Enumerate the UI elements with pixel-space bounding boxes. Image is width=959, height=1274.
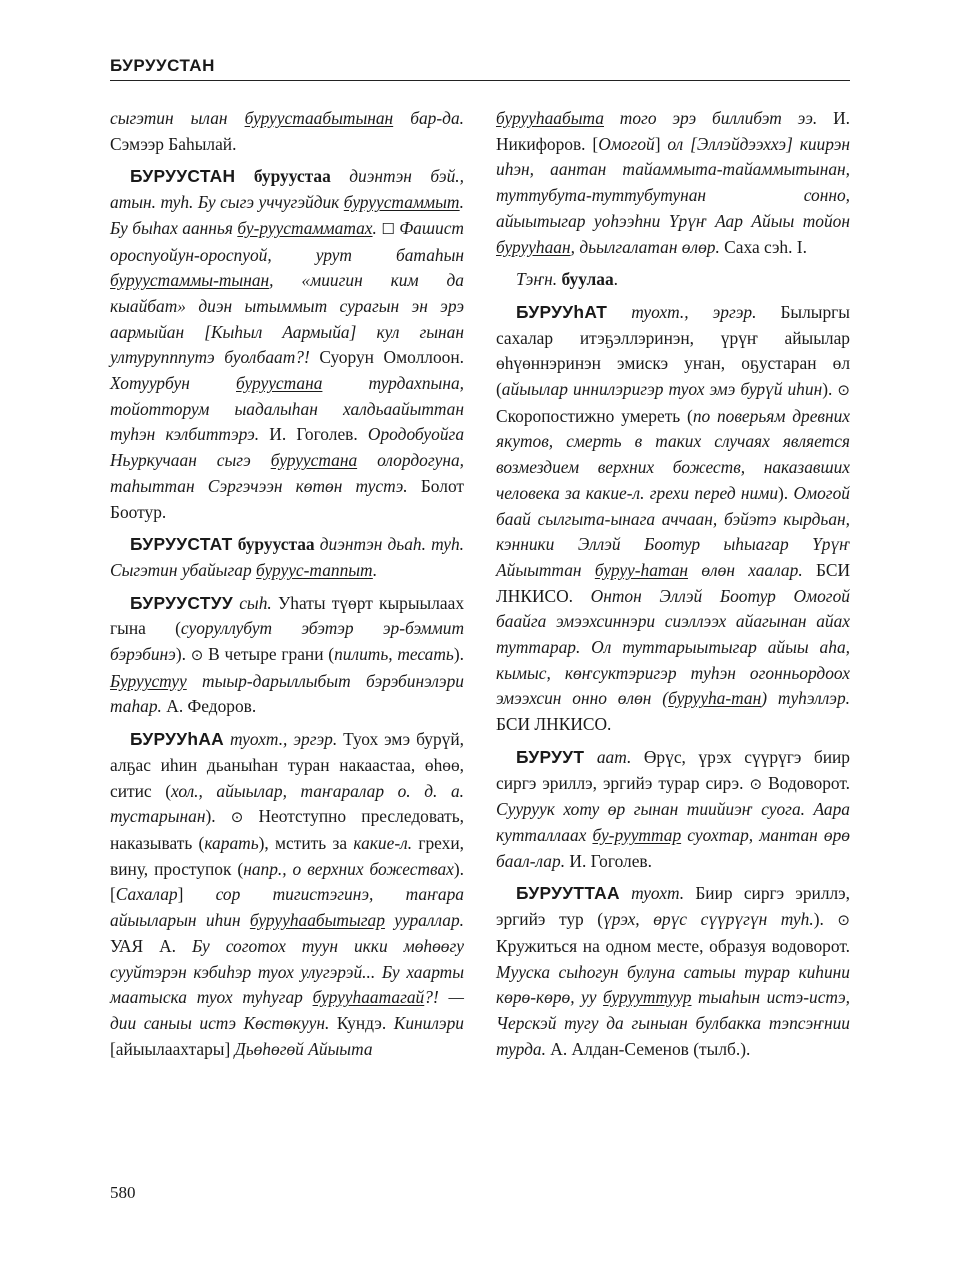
headword: БУРУУhАА <box>130 729 225 750</box>
italic-text: Сахалар <box>115 884 178 905</box>
example-word: бу-рууттар <box>592 824 682 845</box>
italic-text: ] киирэн иhэн, аантан тайаммыта-тайаммытынан, туттубута-туттубутунан сонно, айыытыгар уоhээhни Үрүҥ Аар Айыы тойон <box>496 133 850 231</box>
text-run: И. Гоголев. <box>259 424 368 445</box>
italic-text: . <box>372 559 378 580</box>
text-run: ). <box>813 909 838 930</box>
example-word: бурууhаабытыгар <box>249 910 385 931</box>
text-run: ). <box>822 379 838 400</box>
square-icon: ☐ <box>381 219 395 238</box>
italic-text: сыгэтин ылан <box>110 108 245 128</box>
dictionary-entry <box>110 727 464 1062</box>
text-run: А. Алдан-Семенов (тылб.). <box>545 1038 751 1059</box>
text-run: . <box>613 269 618 290</box>
headword: БУРУУТТАА <box>516 883 620 904</box>
italic-text: пилить, тесать <box>334 644 454 665</box>
headword: БУРУУСТУУ <box>130 592 233 613</box>
italic-text: турдахпына, тойотторум ыадалыhан халдьаайыттан тyhэн кэлбиттэрэ. <box>110 373 464 445</box>
example-word: бу-руустамматах <box>237 217 373 238</box>
example-word: буруустаммы-тынан <box>110 270 270 291</box>
headword: БУРУУСТАТ <box>130 534 233 555</box>
example-word: буруу-hатан <box>594 559 689 580</box>
dictionary-entry <box>110 591 464 721</box>
italic-text: суоруллубут эбэтэр эр-бэммит бэрэбинэ <box>110 618 465 665</box>
circle-dot-icon: ⊙ <box>190 646 204 665</box>
italic-text: туохт., эргэр. <box>607 301 757 322</box>
italic-text: диэнтэн дьаh. туh. Сыгэтин убайыгар <box>110 534 464 580</box>
italic-text: аат. <box>584 746 632 767</box>
italic-text: ол [ <box>667 133 697 154</box>
italic-text: Кыhыл Аармыйа <box>210 321 350 342</box>
text-run <box>235 166 254 186</box>
circle-dot-icon: ⊙ <box>837 381 850 400</box>
text-run: ), мстить за <box>258 832 354 853</box>
headword: БУРУУТ <box>516 746 585 767</box>
text-run: Суорун Омоллоон. <box>309 347 464 368</box>
text-run: грехи, вину, проступок ( <box>110 832 465 879</box>
text-run: БСИ ЛНКИСО. <box>496 714 612 735</box>
example-word: буруустана <box>236 373 323 394</box>
headword: БУРУУhАТ <box>516 301 608 322</box>
circle-dot-icon: ⊙ <box>230 808 244 827</box>
text-run: ). <box>205 806 231 827</box>
italic-text: тыыр-дарыллыбыт бэрэбинэлэри таhар. <box>110 670 464 717</box>
example-word: буруустана <box>270 450 358 471</box>
reference-word: буруустаа <box>253 166 331 187</box>
italic-text: туохт., эргэр. <box>224 729 338 750</box>
dictionary-entry <box>110 164 464 525</box>
example-word: буруустаабытынан <box>244 108 394 128</box>
right-column <box>496 106 850 1069</box>
dictionary-entry <box>496 300 850 738</box>
dictionary-entry <box>110 532 464 583</box>
example-word: бурууhа-тан <box>668 688 762 709</box>
italic-text: Ородобуойга Ньуркучаан сыгэ <box>110 424 465 471</box>
italic-text: по поверьям древних якутов, смерть в таких случаях является возмездием верхних божеств, наказавших человека за какие-л. грехи перед ними <box>496 405 851 503</box>
text-run: ] <box>177 884 216 905</box>
text-run: А. Федоров. <box>161 696 257 717</box>
example-word: бурууhаабыта <box>496 108 604 128</box>
text-run: Скоропостижно умереть ( <box>496 405 693 426</box>
italic-text: айыылар иннилэригэр туох эмэ бурүй иhин <box>501 379 823 400</box>
entry-continuation <box>496 267 850 293</box>
italic-text: Бу соготох туун икки мөhөөгу сууйтэрэн кэбиhэр туох улугэрэй... Бу хаарты маатыска туох туhугар <box>110 935 464 1008</box>
text-run: Неотступно преследовать, наказывать ( <box>110 806 464 853</box>
italic-text: , «миигин ким да кыайбат» диэн ытыммыт сурагын эн эрэ аармыйан [ <box>110 270 464 342</box>
italic-text: Онтон Эллэй Боотур Омогой баайга эмээхсиннэри сиэллээх айагынан айах туттарар. Ол туттарыытыгар айыы аhа, кымыс, көҥсуктэригэр тyhэн огонньордоох эмээхсин онно өлөн ( <box>496 585 850 709</box>
dictionary-entry <box>496 881 850 1062</box>
reference-word: буулаа <box>561 269 614 290</box>
text-run: УАЯ А. <box>110 935 193 956</box>
text-run: И. Гоголев. <box>565 850 652 871</box>
italic-text: өлөн хаалар. <box>688 559 803 580</box>
circle-dot-icon: ⊙ <box>837 911 850 930</box>
italic-text: Эллэйдээххэ <box>696 133 787 154</box>
example-word: бурууhаатагай <box>312 987 425 1008</box>
headword: БУРУУСТАН <box>130 166 236 187</box>
italic-text: туохт. <box>619 883 685 904</box>
text-run: БСИ ЛНКИСО. <box>496 559 851 606</box>
example-word: бурууhаан <box>496 236 571 257</box>
example-word: бурууттуур <box>602 987 692 1008</box>
running-head: БУРУУСТАН <box>110 56 215 75</box>
page-number: 580 <box>110 1183 136 1202</box>
italic-text: Тэҥн. <box>516 269 558 290</box>
text-run: ). <box>175 644 191 665</box>
italic-text: Сууруук хоту өр гынан тиийиэҥ суога. Аара кутталлаах <box>496 799 850 845</box>
example-word: Буруустуу <box>110 670 187 691</box>
text-run: ). <box>778 482 794 503</box>
entry-continuation <box>110 106 464 157</box>
italic-text: Омогой баай сылгыта-ынага аччаан, бэйэтэ кырдьан, кэнники Эллэй Боотур ыhыагар Үрүҥ Айыыттан <box>496 482 850 580</box>
header-rule <box>110 80 850 81</box>
italic-text: напр., о верхних божествах <box>243 858 454 879</box>
italic-text: хол., айыылар, таҥаралар о. д. а. тустарынан <box>110 780 464 827</box>
italic-text: тогo эрэ биллибэт ээ. <box>604 108 818 128</box>
circle-dot-icon: ⊙ <box>749 774 763 793</box>
reference-word: буруустаа <box>237 534 315 555</box>
italic-text: карать <box>204 832 259 853</box>
italic-text: да. <box>442 108 464 128</box>
italic-text: диэнтэн бэй., атын. туh. Бу сыгэ уччугэйдик <box>110 166 464 213</box>
text-run: Кундэ. <box>329 1012 394 1033</box>
text-run: [айыылаахтары] <box>110 1038 235 1059</box>
italic-text: Омогой <box>598 133 655 154</box>
text-run: Сэмээр Баhылай. <box>110 133 237 154</box>
italic-text: . Бу быhах ааннья <box>110 192 464 238</box>
italic-text: олордогуна, таhыттан Сэргэчээн көтөн тустэ. <box>110 450 464 496</box>
italic-text: ?! — дии саныы истэ Көстөкуун. <box>110 987 464 1033</box>
example-word: буруус-таппыт <box>256 559 373 580</box>
italic-text: какие-л. <box>353 832 413 853</box>
italic-text: тыаhын истэ-истэ, Черскэй тугу да гыныан булбакка тэпсэҥнии турда. <box>496 987 850 1059</box>
text-run: Водоворот. <box>762 772 850 793</box>
italic-text: уураллар. <box>384 910 464 931</box>
italic-text: ) тyhэллэр. <box>761 688 850 709</box>
italic-text: ] кул гынан ултурупппутэ буолбаат?! <box>110 321 464 368</box>
italic-text: бар- <box>393 108 443 128</box>
text-run: Былыргы сахалар итэҕэллэринэн, үрүҥ айыылар өhүөннэринэн эмискэ уҥан, оҕустаран өл ( <box>496 301 850 400</box>
text-run: ). [ <box>110 858 464 905</box>
italic-text: сор тигистэгинэ, таҥара айыыларын иhин <box>110 884 464 931</box>
italic-text: суохтар, мантан өрө баал-лар. <box>496 824 850 871</box>
italic-text: , дьылгалатан өлөр. <box>570 236 720 257</box>
text-run: Биир сиргэ эриллэ, эргийэ тур ( <box>496 883 850 930</box>
italic-text: Фашист ороспуойун-ороспуой, урут батаhын <box>110 217 464 265</box>
italic-text: . <box>372 217 382 238</box>
text-run: Өрүс, үрэх сүүрүгэ биир сиргэ эриллэ, эргийэ турар сирэ. <box>496 746 850 793</box>
left-column <box>110 106 464 1069</box>
italic-text: Кинилэри <box>393 1012 464 1033</box>
italic-text: Мууска сыhогун булуна сатыы турар киhини көрө-көрө, уу <box>496 961 850 1008</box>
text-run: ). <box>453 644 464 665</box>
italic-text: сыh. <box>232 592 272 613</box>
example-word: буруустаммыт <box>343 192 460 213</box>
italic-text: Дьөhөгөй Айыыта <box>234 1038 373 1059</box>
entry-continuation <box>496 106 850 260</box>
text-run: И. Никифоров. [ <box>496 108 850 154</box>
dictionary-entry <box>496 745 850 875</box>
text-run: Туох эмэ бурүй, алҕас иhин дьаныhан туран накаастаа, өhөө, ситис ( <box>110 729 465 801</box>
italic-text: Хотуурбун <box>110 373 236 394</box>
text-run: В четыре грани ( <box>203 644 335 665</box>
text-run: Уhаты түөрт кырыылаах гына ( <box>110 592 465 639</box>
text-run: ] <box>654 133 668 154</box>
text-run: Кружиться на одном месте, образуя водоворот. <box>496 935 850 956</box>
italic-text: үрэх, өрүс сүүрүгүн туh. <box>603 909 814 930</box>
text-run: Болот Боотур. <box>110 475 465 522</box>
text-run: Саха сэh. I. <box>719 236 807 257</box>
